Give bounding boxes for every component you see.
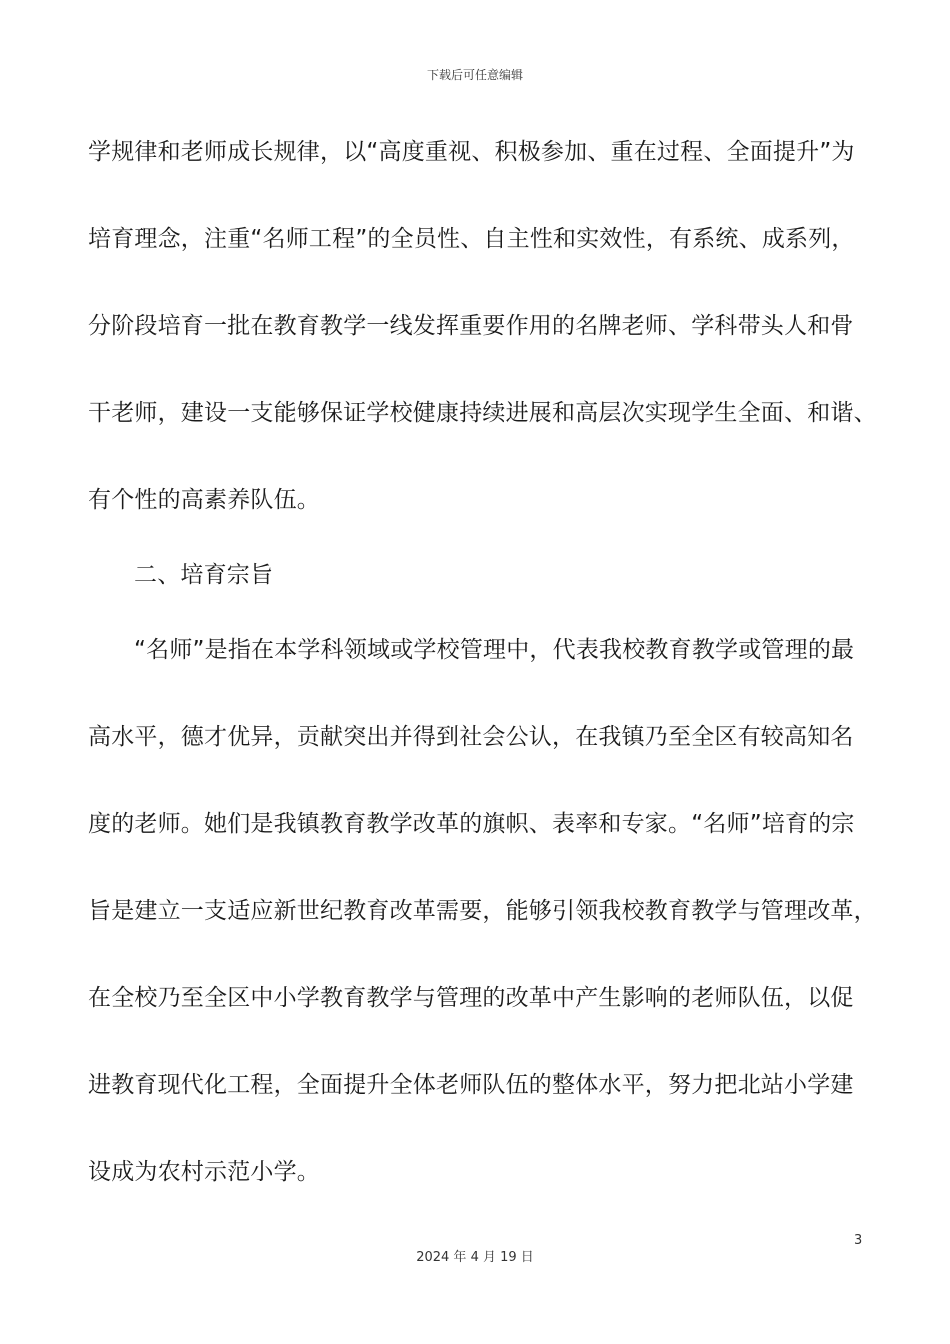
- document-body: [88, 128, 878, 1235]
- body-line: 学规律和老师成长规律，以“高度重视、积极参加、重在过程、全面提升”为: [88, 139, 855, 165]
- body-line: 在全校乃至全区中小学教育教学与管理的改革中产生影响的老师队伍，以促: [88, 985, 854, 1011]
- page-header: 下载后可任意编辑: [426, 68, 523, 82]
- body-line: 旨是建立一支适应新世纪教育改革需要，能够引领我校教育教学与管理改革，: [88, 898, 877, 924]
- body-line: 分阶段培育一批在教育教学一线发挥重要作用的名牌老师、学科带头人和骨: [88, 313, 854, 339]
- page-number: 3: [854, 1233, 863, 1248]
- body-line: 有个性的高素养队伍。: [88, 487, 320, 513]
- body-line: 进教育现代化工程，全面提升全体老师队伍的整体水平，努力把北站小学建: [88, 1072, 854, 1098]
- body-line: 干老师，建设一支能够保证学校健康持续进展和高层次实现学生全面、和谐、: [88, 400, 877, 426]
- body-line: 高水平，德才优异，贡献突出并得到社会公认，在我镇乃至全区有较高知名: [88, 724, 854, 750]
- body-line: 培育理念，注重“名师工程”的全员性、自主性和实效性，有系统、成系列，: [88, 226, 855, 252]
- body-line: “名师”是指在本学科领域或学校管理中，代表我校教育教学或管理的最: [134, 637, 855, 663]
- body-line: 设成为农村示范小学。: [88, 1159, 320, 1185]
- footer-date: 2024 年 4 月 19 日: [416, 1250, 534, 1265]
- section-heading: 二、培育宗旨: [134, 562, 274, 588]
- body-line: 度的老师。她们是我镇教育教学改革的旗帜、表率和专家。“名师”培育的宗: [88, 811, 855, 837]
